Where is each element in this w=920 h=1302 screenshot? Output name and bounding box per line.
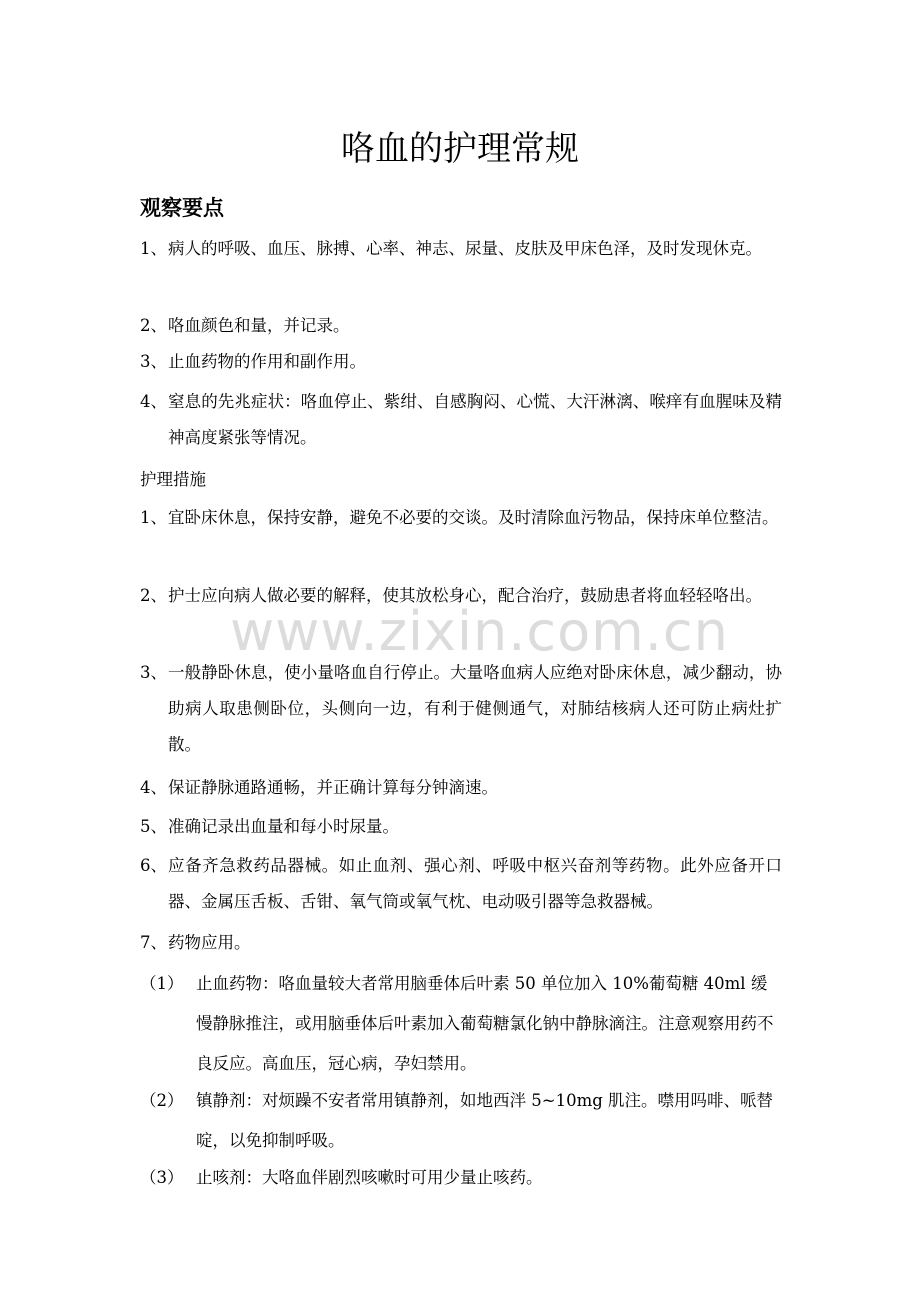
care-item-6 [140,848,782,920]
item-number: 1、 [140,239,167,258]
subitem-number: （2） [140,1091,184,1110]
item-text: 咯血颜色和量，并记录。 [168,316,350,335]
observation-item-1 [140,231,782,267]
observation-item-3 [140,344,782,380]
item-text: 止血药物的作用和副作用。 [168,352,366,371]
observation-item-2 [140,308,782,344]
item-number: 6、 [140,856,167,875]
subitem-number: （1） [140,974,184,993]
care-item-7 [140,925,782,961]
care-item-2 [140,578,782,614]
item-text: 窒息的先兆症状：咯血停止、紫绀、自感胸闷、心慌、大汗淋漓、喉痒有血腥味及精神高度紧张等情况。 [168,392,782,447]
drug-subitem-2 [140,1081,782,1161]
subitem-text: 止咳剂：大咯血伴剧烈咳嗽时可用少量止咳药。 [196,1168,543,1187]
item-number: 2、 [140,586,167,605]
section-heading-observation: 观察要点 [140,196,224,220]
item-number: 4、 [140,392,167,411]
item-number: 3、 [140,663,167,682]
drug-subitem-3 [140,1158,782,1198]
item-number: 5、 [140,817,167,836]
care-item-3 [140,655,782,763]
subitem-text: 镇静剂：对烦躁不安者常用镇静剂，如地西泮 5~10mg 肌注。噤用吗啡、哌替啶，以免抑制呼吸。 [196,1091,774,1150]
item-number: 2、 [140,316,167,335]
care-item-5 [140,809,782,845]
drug-subitem-1 [140,964,782,1084]
item-text: 应备齐急救药品器械。如止血剂、强心剂、呼吸中枢兴奋剂等药物。此外应备开口器、金属压舌板、舌钳、氧气筒或氧气枕、电动吸引器等急救器械。 [168,856,782,911]
care-item-4 [140,770,782,806]
observation-item-4 [140,384,782,456]
watermark: www.zixin.com.cn [230,600,729,663]
item-text: 护士应向病人做必要的解释，使其放松身心，配合治疗，鼓励患者将血轻轻咯出。 [168,586,762,605]
item-number: 3、 [140,352,167,371]
item-text: 准确记录出血量和每小时尿量。 [168,817,399,836]
care-item-1 [140,500,782,536]
subitem-number: （3） [140,1168,184,1187]
page-title: 咯血的护理常规 [341,129,579,169]
item-text: 保证静脉通路通畅，并正确计算每分钟滴速。 [168,778,498,797]
item-text: 病人的呼吸、血压、脉搏、心率、神志、尿量、皮肤及甲床色泽，及时发现休克。 [168,239,762,258]
item-text: 宜卧床休息，保持安静，避免不必要的交谈。及时清除血污物品，保持床单位整洁。 [168,508,779,527]
item-text: 药物应用。 [168,933,251,952]
item-text: 一般静卧休息，使小量咯血自行停止。大量咯血病人应绝对卧床休息，减少翻动，协助病人取患侧卧位，头侧向一边，有利于健侧通气，对肺结核病人还可防止病灶扩散。 [168,663,782,754]
item-number: 1、 [140,508,167,527]
section-heading-care: 护理措施 [140,470,206,489]
item-number: 7、 [140,933,167,952]
item-number: 4、 [140,778,167,797]
subitem-text: 止血药物：咯血量较大者常用脑垂体后叶素 50 单位加入 10%葡萄糖 40ml 缓慢静脉推注，或用脑垂体后叶素加入葡萄糖氯化钠中静脉滴注。注意观察用药不良反应。高血压，冠心病，孕妇禁用。 [196,974,774,1073]
